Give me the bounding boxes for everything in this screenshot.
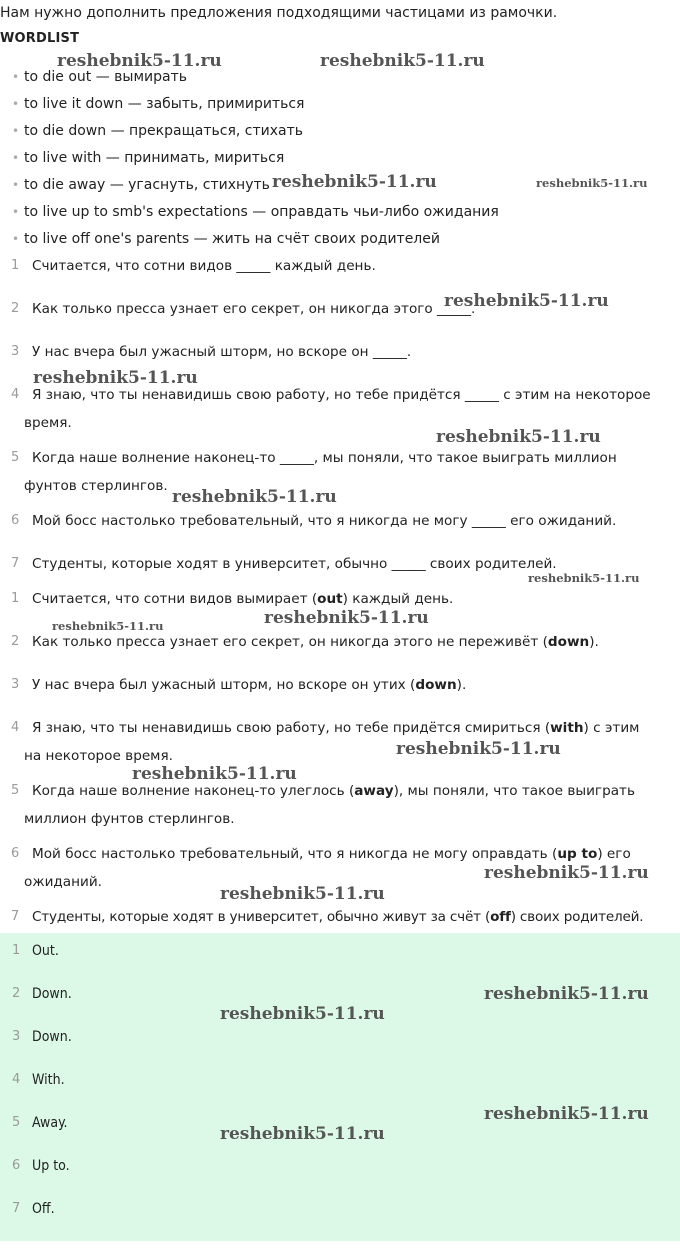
wordlist-item: • to die down — прекращаться, стихать [12,123,304,139]
wordlist-item: • to live with — принимать, мириться [12,150,285,166]
watermark: reshebnik5-11.ru [436,427,601,447]
watermark: reshebnik5-11.ru [444,291,609,311]
bullet-icon: • [12,70,20,84]
exercise-item: 2 Как только пресса узнает его секрет, он никогда этого _____. [11,301,476,317]
wordlist-item: • to die out — вымирать [12,69,188,85]
watermark: reshebnik5-11.ru [220,884,385,904]
bullet-icon: • [12,232,20,246]
watermark: reshebnik5-11.ru [220,1124,385,1144]
solution-item: 3 У нас вчера был ужасный шторм, но вскоре он утих (down). [11,677,467,693]
bullet-icon: • [12,178,20,192]
wordlist-title: WORDLIST [0,31,80,46]
wordlist-item: • to die away — угаснуть, стихнуть [12,177,270,193]
wordlist-item: • to live it down — забыть, примириться [12,96,305,112]
solution-item: 1 Считается, что сотни видов вымирает (out) каждый день. [11,591,454,607]
watermark: reshebnik5-11.ru [272,172,437,192]
wordlist-item: • to live up to smb's expectations — оправдать чьи-либо ожидания [12,204,499,220]
watermark: reshebnik5-11.ru [484,863,649,883]
watermark: reshebnik5-11.ru [52,619,164,633]
watermark: reshebnik5-11.ru [220,1004,385,1024]
exercise-item: 6 Мой босс настолько требовательный, что я никогда не могу _____ его ожиданий. [11,513,617,529]
exercise-item: 5 Когда наше волнение наконец-то _____, мы поняли, что такое выиграть миллион фунтов стерлингов. [11,450,617,494]
bullet-icon: • [12,205,20,219]
solution-item: 4 Я знаю, что ты ненавидишь свою работу, но тебе придётся смириться (with) с этим на некоторое время. [11,720,640,764]
watermark: reshebnik5-11.ru [57,51,222,71]
watermark: reshebnik5-11.ru [264,608,429,628]
solution-item: 5 Когда наше волнение наконец-то улеглось (away), мы поняли, что такое выиграть миллион фунтов стерлингов. [11,783,635,827]
watermark: reshebnik5-11.ru [484,1104,649,1124]
watermark: reshebnik5-11.ru [172,487,337,507]
exercise-item: 1 Считается, что сотни видов _____ каждый день. [11,258,376,274]
solution-item: 6 Мой босс настолько требовательный, что я никогда не могу оправдать (up to) его ожиданий. [11,846,631,890]
watermark: reshebnik5-11.ru [132,764,297,784]
solution-item: 2 Как только пресса узнает его секрет, он никогда этого не переживёт (down). [11,634,599,650]
exercise-item: 3 У нас вчера был ужасный шторм, но вскоре он _____. [11,344,412,360]
watermark: reshebnik5-11.ru [396,739,561,759]
intro-text: Нам нужно дополнить предложения подходящими частицами из рамочки. [0,5,558,21]
bullet-icon: • [12,124,20,138]
watermark: reshebnik5-11.ru [536,176,648,190]
wordlist-item: • to live off one's parents — жить на счёт своих родителей [12,231,440,247]
watermark: reshebnik5-11.ru [33,368,198,388]
exercise-item: 4 Я знаю, что ты ненавидишь свою работу, но тебе придётся _____ с этим на некоторое время. [11,387,651,431]
answers-box: 1 Out. 2 Down. 3 Down. 4 With. 5 Away. 6 Up to. 7 Off. [0,933,680,1241]
bullet-icon: • [12,151,20,165]
watermark: reshebnik5-11.ru [320,51,485,71]
solution-item: 7 Студенты, которые ходят в университет, обычно живут за счёт (off) своих родителей. [11,909,644,925]
exercise-item: 7 Студенты, которые ходят в университет, обычно _____ своих родителей. [11,556,557,572]
watermark: reshebnik5-11.ru [528,571,640,585]
bullet-icon: • [12,97,20,111]
watermark: reshebnik5-11.ru [484,984,649,1004]
